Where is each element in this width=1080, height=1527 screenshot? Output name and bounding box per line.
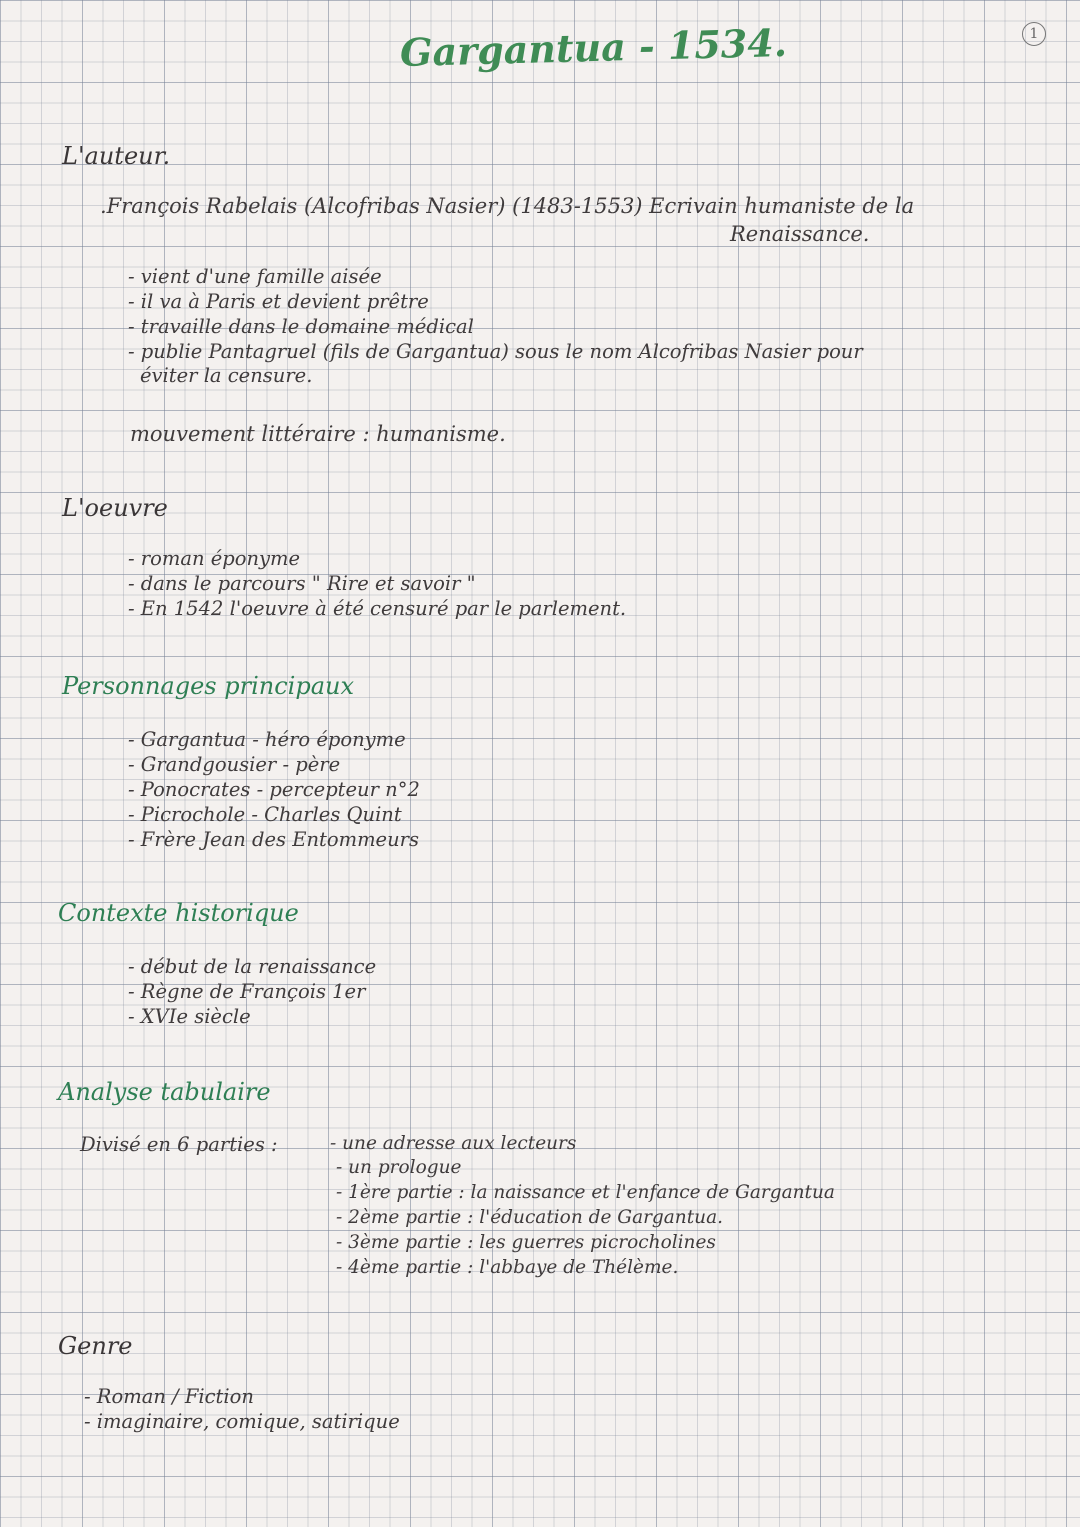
genre-heading: Genre	[58, 1332, 133, 1360]
analysis-item: - 1ère partie : la naissance et l'enfance de Gargantua	[336, 1182, 835, 1203]
author-item: - travaille dans le domaine médical	[128, 315, 474, 338]
genre-item: - Roman / Fiction	[84, 1385, 254, 1408]
analysis-item: - une adresse aux lecteurs	[330, 1133, 577, 1154]
context-item: - début de la renaissance	[128, 955, 377, 978]
analysis-item: - 4ème partie : l'abbaye de Thélème.	[336, 1257, 679, 1278]
analysis-heading: Analyse tabulaire	[58, 1078, 271, 1106]
character-item: - Grandgousier - père	[128, 753, 341, 776]
context-item: - XVIe siècle	[128, 1005, 251, 1028]
character-item: - Picrochole - Charles Quint	[128, 803, 402, 826]
work-item: - roman éponyme	[128, 547, 301, 570]
work-item: - En 1542 l'oeuvre à été censuré par le parlement.	[128, 597, 627, 620]
author-intro-line-2: Renaissance.	[730, 222, 870, 246]
context-item: - Règne de François 1er	[128, 980, 366, 1003]
genre-item: - imaginaire, comique, satirique	[84, 1410, 400, 1433]
author-intro-line-1: .François Rabelais (Alcofribas Nasier) (1483-1553) Ecrivain humaniste de la	[100, 194, 915, 218]
page-title: Gargantua - 1534.	[399, 19, 788, 76]
author-item: - publie Pantagruel (fils de Gargantua) sous le nom Alcofribas Nasier pour	[128, 340, 863, 363]
analysis-lead: Divisé en 6 parties :	[80, 1133, 278, 1156]
analysis-item: - un prologue	[336, 1157, 462, 1178]
author-item-continuation: éviter la censure.	[140, 364, 313, 387]
character-item: - Gargantua - héro éponyme	[128, 728, 406, 751]
author-heading: L'auteur.	[62, 142, 171, 170]
author-item: - il va à Paris et devient prêtre	[128, 290, 429, 313]
work-item: - dans le parcours " Rire et savoir "	[128, 572, 476, 595]
work-heading: L'oeuvre	[62, 494, 168, 522]
analysis-item: - 3ème partie : les guerres picrocholines	[336, 1232, 716, 1253]
context-heading: Contexte historique	[58, 899, 299, 927]
analysis-item: - 2ème partie : l'éducation de Gargantua.	[336, 1207, 723, 1228]
author-item: - vient d'une famille aisée	[128, 265, 382, 288]
character-item: - Frère Jean des Entommeurs	[128, 828, 419, 851]
characters-heading: Personnages principaux	[62, 672, 354, 700]
character-item: - Ponocrates - percepteur n°2	[128, 778, 420, 801]
page-number: 1	[1022, 22, 1046, 46]
literary-movement: mouvement littéraire : humanisme.	[130, 422, 506, 446]
